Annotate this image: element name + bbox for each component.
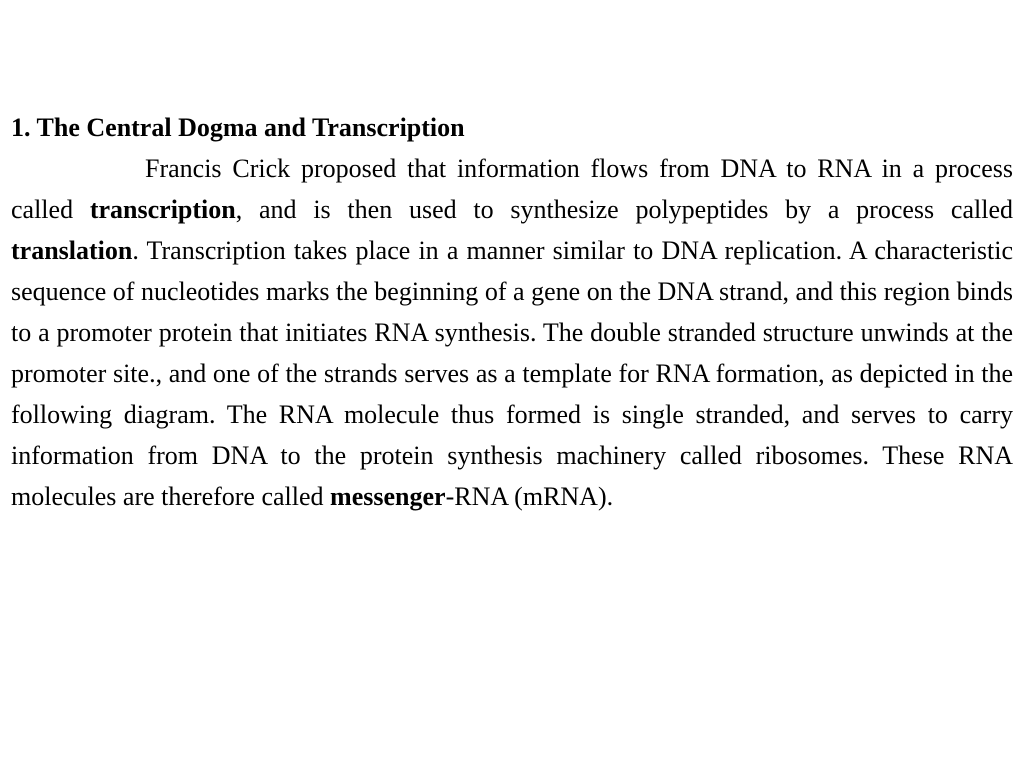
term-messenger: messenger bbox=[330, 482, 446, 511]
term-translation: translation bbox=[11, 236, 133, 265]
slide-content bbox=[11, 108, 1013, 517]
section-heading: 1. The Central Dogma and Transcription bbox=[11, 113, 465, 142]
paragraph-text-2: , and is then used to synthesize polypeptides by a process called bbox=[235, 195, 1013, 224]
body-paragraph bbox=[11, 148, 1013, 517]
term-transcription: transcription bbox=[89, 195, 236, 224]
paragraph-text-3: . Transcription takes place in a manner similar to DNA replication. A characteristic sequence of nucleotides marks the beginning of a gene on the DNA strand, and this region binds to a promoter protein that initiates RNA synthesis. The double stranded structure unwinds at the promoter site., and one of the strands serves as a template for RNA formation, as depicted in the following diagram. The RNA molecule thus formed is single stranded, and serves to carry information from DNA to the protein synthesis machinery called ribosomes. These RNA molecules are therefore called bbox=[11, 236, 1013, 511]
paragraph-text-4: -RNA (mRNA). bbox=[445, 482, 614, 511]
paragraph-text-1: Francis Crick proposed that information flows from DNA to RNA in a process called bbox=[11, 154, 1013, 224]
